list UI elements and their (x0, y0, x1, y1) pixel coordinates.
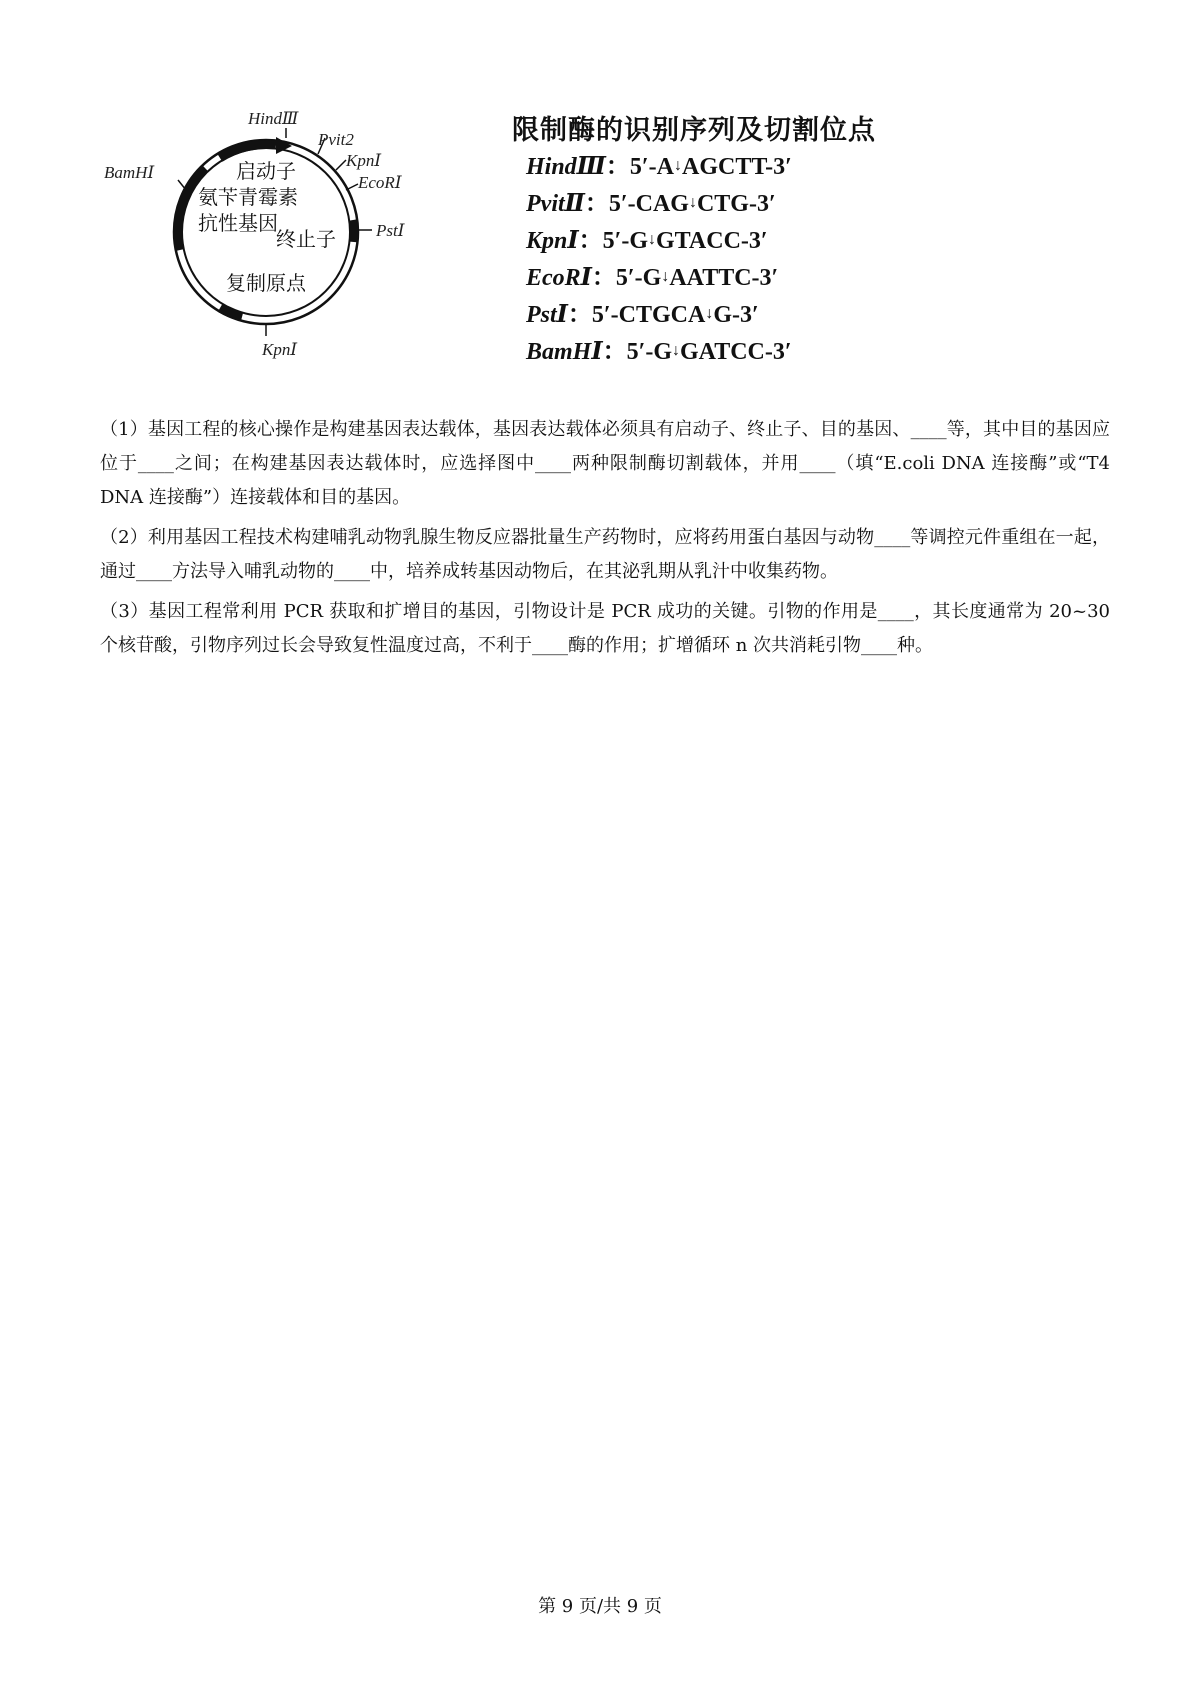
question-block (100, 413, 1110, 669)
restriction-site-row (526, 147, 932, 184)
restriction-site-row (526, 332, 932, 369)
terminator-segment (353, 220, 354, 242)
enzyme-name: PstⅠ (526, 302, 568, 328)
label-kpn-bottom: KpnⅠ (262, 340, 298, 359)
sequence-before-cut: ：5′-CTGCA (567, 302, 706, 328)
plasmid-diagram (100, 100, 510, 400)
cut-arrow-icon: ↓ (688, 194, 697, 211)
restriction-site-title: 限制酶的识别序列及切割位点 (512, 115, 876, 146)
page-footer: 第 9 页/共 9 页 (538, 1596, 662, 1617)
cut-arrow-icon: ↓ (661, 268, 670, 285)
question-1: （1）基因工程的核心操作是构建基因表达载体，基因表达载体必须具有启动子、终止子、目的基因、____等，其中目的基因应位于____之间；在构建基因表达载体时，应选择图中____两种限制酶切割载体，并用____（填“E.coli DNA 连接酶”或“T4 DNA 连接酶”）连接载体和目的基因。 (100, 419, 1110, 508)
tick-kpn-top (336, 160, 346, 170)
label-pvit2: Pvit2 (318, 130, 354, 149)
sequence-after-cut: CTG-3′ (696, 191, 776, 217)
label-kpn-top: KpnⅠ (346, 151, 382, 170)
cut-arrow-icon: ↓ (648, 231, 657, 248)
label-amp-line1: 氨苄青霉素 (198, 185, 298, 209)
label-terminator: 终止子 (276, 227, 336, 251)
label-hind3: HindⅢ (248, 109, 299, 128)
label-amp-line2: 抗性基因 (198, 211, 278, 235)
cut-arrow-icon: ↓ (674, 157, 682, 174)
sequence-before-cut: ：5′-G (591, 265, 662, 291)
sequence-after-cut: G-3′ (713, 302, 759, 328)
sequence-before-cut: ：5′-G (578, 228, 649, 254)
label-ecor1: EcoRⅠ (358, 173, 402, 192)
sequence-after-cut: AGCTT-3′ (682, 154, 792, 180)
question-2: （2）利用基因工程技术构建哺乳动物乳腺生物反应器批量生产药物时，应将药用蛋白基因与动物____等调控元件重组在一起，通过____方法导入哺乳动物的____中，培养成转基因动物后，在其泌乳期从乳汁中收集药物。 (100, 527, 1110, 582)
label-promoter: 启动子 (236, 159, 296, 183)
cut-arrow-icon: ↓ (672, 342, 680, 359)
label-pst1: PstⅠ (376, 221, 405, 240)
restriction-site-row (526, 295, 932, 332)
sequence-before-cut: ：5′-A (605, 154, 674, 180)
restriction-site-table (512, 100, 932, 369)
restriction-site-rows (512, 147, 932, 369)
enzyme-name: HindⅢ (526, 154, 606, 180)
cut-arrow-icon: ↓ (705, 305, 714, 322)
restriction-site-row (526, 184, 932, 221)
enzyme-name: BamHⅠ (526, 339, 603, 365)
sequence-before-cut: ：5′-G (602, 339, 672, 365)
restriction-site-row (526, 221, 932, 258)
sequence-after-cut: GATCC-3′ (680, 339, 792, 365)
label-origin: 复制原点 (226, 271, 306, 295)
sequence-after-cut: AATTC-3′ (669, 265, 779, 291)
enzyme-name: EcoRⅠ (526, 265, 592, 291)
question-3: （3）基因工程常利用 PCR 获取和扩增目的基因，引物设计是 PCR 成功的关键。引物的作用是____，其长度通常为 20~30 个核苷酸，引物序列过长会导致复性温度过高，不利于____酶的作用；扩增循环 n 次共消耗引物____种。 (100, 601, 1110, 656)
origin-segment (220, 308, 242, 317)
tick-bamh1 (178, 180, 186, 190)
label-bamh1: BamHⅠ (104, 163, 155, 182)
promoter-segment (220, 145, 276, 158)
plasmid-figure (100, 100, 900, 400)
enzyme-name: PvitⅡ (526, 191, 585, 217)
restriction-site-row (526, 258, 932, 295)
sequence-before-cut: ：5′-CAG (584, 191, 689, 217)
enzyme-name: KpnⅠ (526, 228, 579, 254)
sequence-after-cut: GTACC-3′ (656, 228, 768, 254)
tick-ecor1 (346, 184, 358, 190)
